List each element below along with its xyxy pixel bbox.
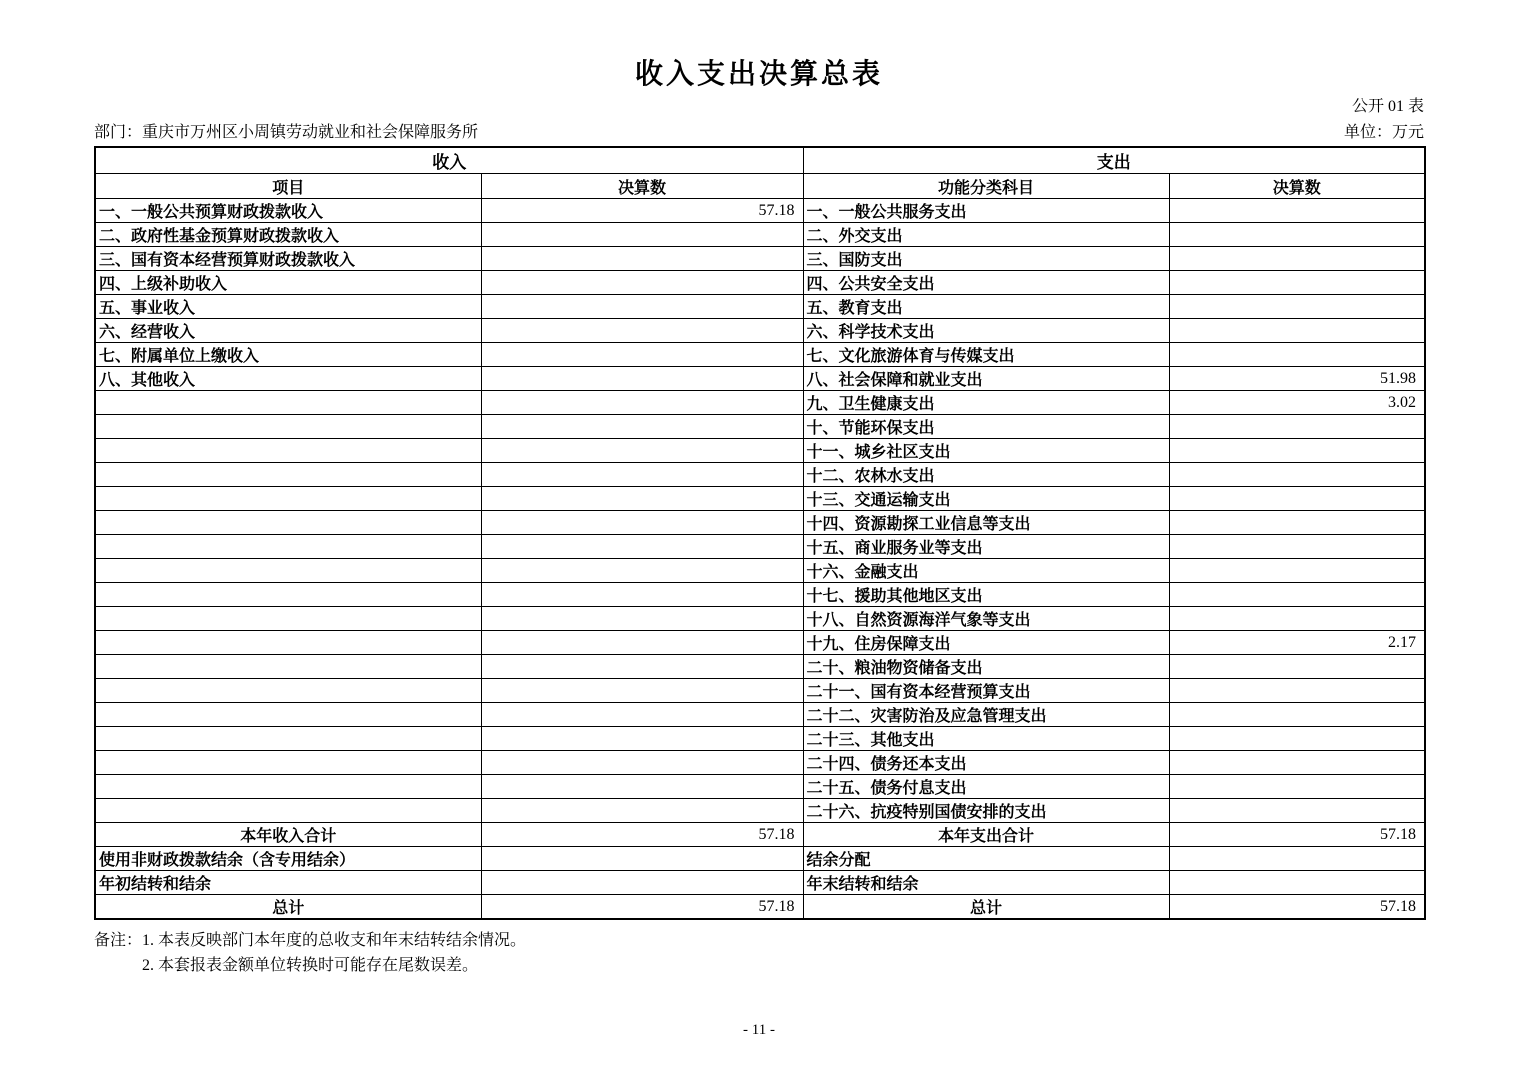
income-amount-cell	[481, 439, 803, 463]
table-row	[95, 487, 1425, 511]
income-item-cell: 年初结转和结余	[95, 871, 481, 895]
expense-amount-cell: 2.17	[1169, 631, 1425, 655]
table-row	[95, 823, 1425, 847]
table-row	[95, 559, 1425, 583]
table-row	[95, 439, 1425, 463]
table-row	[95, 655, 1425, 679]
expense-item-cell: 一、一般公共服务支出	[803, 199, 1169, 223]
expense-amount-cell	[1169, 415, 1425, 439]
table-row	[95, 223, 1425, 247]
income-amount-cell	[481, 559, 803, 583]
expense-amount-cell	[1169, 535, 1425, 559]
income-amount-cell	[481, 247, 803, 271]
income-amount-cell	[481, 871, 803, 895]
expense-item-cell: 十四、资源勘探工业信息等支出	[803, 511, 1169, 535]
income-item-cell	[95, 727, 481, 751]
unit-label: 单位：万元	[1343, 124, 1424, 141]
income-item-cell: 四、上级补助收入	[95, 271, 481, 295]
table-row	[95, 295, 1425, 319]
expense-item-cell: 结余分配	[803, 847, 1169, 871]
income-item-cell	[95, 799, 481, 823]
expense-amount-cell: 57.18	[1169, 823, 1425, 847]
income-item-cell	[95, 631, 481, 655]
table-row	[95, 607, 1425, 631]
income-amount-cell	[481, 655, 803, 679]
income-amount-cell	[481, 319, 803, 343]
income-item-cell: 使用非财政拨款结余（含专用结余）	[95, 847, 481, 871]
income-item-cell: 八、其他收入	[95, 367, 481, 391]
income-amount-cell	[481, 583, 803, 607]
expense-amount-cell	[1169, 655, 1425, 679]
income-item-cell	[95, 679, 481, 703]
expense-amount-cell	[1169, 775, 1425, 799]
expense-amount-cell	[1169, 607, 1425, 631]
income-item-cell	[95, 655, 481, 679]
note-line-2: 2. 本套报表金额单位转换时可能存在尾数误差。	[142, 957, 479, 974]
income-amount-cell	[481, 847, 803, 871]
expense-item-cell: 十三、交通运输支出	[803, 487, 1169, 511]
expense-amount-cell: 57.18	[1169, 895, 1425, 920]
note-line-1: 备注：1. 本表反映部门本年度的总收支和年末结转结余情况。	[94, 932, 527, 949]
income-amount-cell: 57.18	[481, 199, 803, 223]
expense-item-cell: 十二、农林水支出	[803, 463, 1169, 487]
table-row	[95, 319, 1425, 343]
table-row	[95, 463, 1425, 487]
income-item-cell: 五、事业收入	[95, 295, 481, 319]
table-row	[95, 391, 1425, 415]
expense-item-column-header: 功能分类科目	[803, 174, 1169, 199]
income-item-cell: 一、一般公共预算财政拨款收入	[95, 199, 481, 223]
expense-amount-cell: 51.98	[1169, 367, 1425, 391]
expense-item-cell: 二十二、灾害防治及应急管理支出	[803, 703, 1169, 727]
expense-item-cell: 二十五、债务付息支出	[803, 775, 1169, 799]
income-item-cell: 七、附属单位上缴收入	[95, 343, 481, 367]
table-body	[95, 199, 1425, 920]
expense-amount-cell	[1169, 343, 1425, 367]
table-row	[95, 271, 1425, 295]
expense-amount-cell	[1169, 871, 1425, 895]
expense-item-cell: 十、节能环保支出	[803, 415, 1169, 439]
income-item-cell	[95, 391, 481, 415]
table-row	[95, 583, 1425, 607]
income-amount-cell	[481, 631, 803, 655]
expense-item-cell: 二十六、抗疫特别国债安排的支出	[803, 799, 1169, 823]
notes-block	[94, 928, 526, 978]
income-amount-cell	[481, 751, 803, 775]
income-amount-cell	[481, 271, 803, 295]
income-amount-cell	[481, 391, 803, 415]
income-item-cell	[95, 607, 481, 631]
income-item-cell	[95, 751, 481, 775]
income-item-column-header: 项目	[95, 174, 481, 199]
table-row	[95, 247, 1425, 271]
income-item-cell	[95, 439, 481, 463]
expense-amount-cell	[1169, 679, 1425, 703]
section-header-row	[95, 147, 1425, 174]
income-item-cell	[95, 583, 481, 607]
table-row	[95, 799, 1425, 823]
expense-amount-cell	[1169, 319, 1425, 343]
expense-section-header: 支出	[803, 147, 1425, 174]
expense-item-cell: 本年支出合计	[803, 823, 1169, 847]
expense-amount-cell	[1169, 439, 1425, 463]
expense-item-cell: 八、社会保障和就业支出	[803, 367, 1169, 391]
income-amount-cell	[481, 799, 803, 823]
income-item-cell	[95, 703, 481, 727]
income-amount-cell	[481, 295, 803, 319]
income-amount-cell	[481, 487, 803, 511]
income-item-cell: 二、政府性基金预算财政拨款收入	[95, 223, 481, 247]
table-row	[95, 895, 1425, 920]
table-row	[95, 415, 1425, 439]
income-section-header: 收入	[95, 147, 803, 174]
table-row	[95, 727, 1425, 751]
income-item-cell	[95, 535, 481, 559]
income-item-cell	[95, 487, 481, 511]
table-row	[95, 871, 1425, 895]
meta-row	[94, 119, 1424, 142]
income-amount-cell	[481, 703, 803, 727]
expense-item-cell: 二十三、其他支出	[803, 727, 1169, 751]
income-expense-table	[94, 146, 1426, 920]
income-item-cell: 六、经营收入	[95, 319, 481, 343]
expense-amount-cell	[1169, 559, 1425, 583]
income-amount-cell	[481, 223, 803, 247]
expense-item-cell: 十七、援助其他地区支出	[803, 583, 1169, 607]
table-row	[95, 367, 1425, 391]
table-row	[95, 199, 1425, 223]
income-item-cell: 本年收入合计	[95, 823, 481, 847]
income-item-cell	[95, 775, 481, 799]
income-item-cell: 三、国有资本经营预算财政拨款收入	[95, 247, 481, 271]
expense-item-cell: 九、卫生健康支出	[803, 391, 1169, 415]
expense-item-cell: 总计	[803, 895, 1169, 920]
income-amount-cell	[481, 343, 803, 367]
expense-item-cell: 四、公共安全支出	[803, 271, 1169, 295]
expense-amount-cell	[1169, 223, 1425, 247]
table-row	[95, 847, 1425, 871]
income-amount-cell	[481, 415, 803, 439]
expense-amount-cell	[1169, 703, 1425, 727]
expense-item-cell: 十一、城乡社区支出	[803, 439, 1169, 463]
income-amount-cell	[481, 367, 803, 391]
expense-item-cell: 六、科学技术支出	[803, 319, 1169, 343]
income-item-cell	[95, 463, 481, 487]
expense-amount-cell	[1169, 463, 1425, 487]
page-number: - 11 -	[743, 1022, 775, 1038]
expense-amount-cell	[1169, 247, 1425, 271]
expense-amount-cell	[1169, 751, 1425, 775]
income-item-cell: 总计	[95, 895, 481, 920]
page-title: 收入支出决算总表	[634, 58, 883, 89]
table-row	[95, 343, 1425, 367]
expense-item-cell: 二十一、国有资本经营预算支出	[803, 679, 1169, 703]
expense-amount-cell	[1169, 295, 1425, 319]
form-code: 公开 01 表	[1351, 98, 1424, 115]
expense-amount-cell	[1169, 727, 1425, 751]
income-amount-cell	[481, 535, 803, 559]
table-row	[95, 535, 1425, 559]
expense-item-cell: 二十四、债务还本支出	[803, 751, 1169, 775]
expense-item-cell: 五、教育支出	[803, 295, 1169, 319]
income-amount-cell	[481, 463, 803, 487]
expense-item-cell: 七、文化旅游体育与传媒支出	[803, 343, 1169, 367]
table-row	[95, 631, 1425, 655]
expense-item-cell: 十五、商业服务业等支出	[803, 535, 1169, 559]
income-item-cell	[95, 511, 481, 535]
expense-item-cell: 十六、金融支出	[803, 559, 1169, 583]
income-amount-column-header: 决算数	[481, 174, 803, 199]
income-item-cell	[95, 415, 481, 439]
income-amount-cell	[481, 511, 803, 535]
expense-item-cell: 三、国防支出	[803, 247, 1169, 271]
expense-amount-cell	[1169, 847, 1425, 871]
income-item-cell	[95, 559, 481, 583]
expense-amount-cell	[1169, 271, 1425, 295]
income-amount-cell	[481, 727, 803, 751]
expense-amount-cell: 3.02	[1169, 391, 1425, 415]
table-row	[95, 703, 1425, 727]
income-amount-cell	[481, 607, 803, 631]
income-amount-cell	[481, 775, 803, 799]
income-amount-cell: 57.18	[481, 895, 803, 920]
expense-item-cell: 二、外交支出	[803, 223, 1169, 247]
expense-amount-cell	[1169, 511, 1425, 535]
expense-item-cell: 十九、住房保障支出	[803, 631, 1169, 655]
expense-amount-column-header: 决算数	[1169, 174, 1425, 199]
expense-item-cell: 二十、粮油物资储备支出	[803, 655, 1169, 679]
expense-amount-cell	[1169, 199, 1425, 223]
table-row	[95, 775, 1425, 799]
expense-amount-cell	[1169, 487, 1425, 511]
expense-item-cell: 年末结转和结余	[803, 871, 1169, 895]
expense-amount-cell	[1169, 583, 1425, 607]
expense-amount-cell	[1169, 799, 1425, 823]
table-row	[95, 511, 1425, 535]
table-row	[95, 679, 1425, 703]
table-row	[95, 751, 1425, 775]
department-label: 部门：重庆市万州区小周镇劳动就业和社会保障服务所	[94, 124, 479, 141]
income-amount-cell	[481, 679, 803, 703]
column-header-row	[95, 174, 1425, 199]
income-amount-cell: 57.18	[481, 823, 803, 847]
expense-item-cell: 十八、自然资源海洋气象等支出	[803, 607, 1169, 631]
